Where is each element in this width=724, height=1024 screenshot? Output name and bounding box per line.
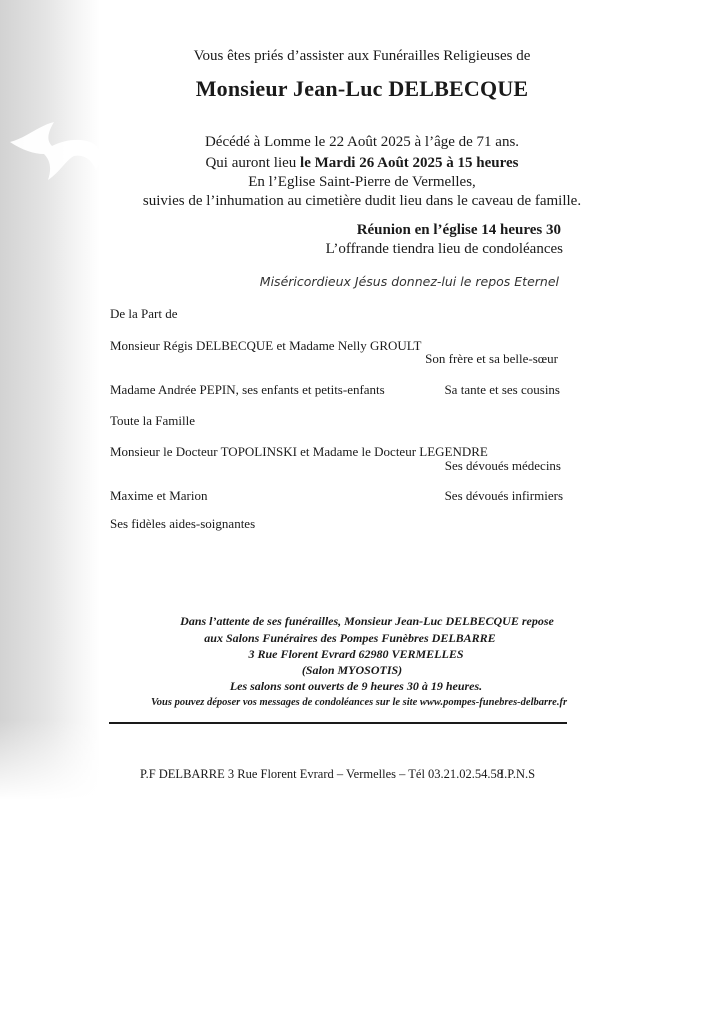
ceremony-prefix: Qui auront lieu: [205, 155, 301, 171]
family-intro: De la Part de: [110, 306, 178, 321]
family-name: Toute la Famille: [110, 413, 196, 428]
deceased-name: Monsieur Jean-Luc DELBECQUE: [195, 76, 529, 101]
notice-line-3: 3 Rue Florent Evrard 62980 VERMELLES: [248, 647, 464, 661]
ceremony-line: [0, 155, 724, 172]
website-line: Vous pouvez déposer vos messages de condoléances sur le site www.pompes-funebres-delbarre.fr: [150, 697, 568, 708]
ceremony-date: le Mardi 26 Août 2025 à 15 heures: [300, 155, 519, 171]
family-relation: Son frère et sa belle-sœur: [425, 351, 558, 366]
family-relation: Sa tante et ses cousins: [444, 382, 560, 397]
family-name: Madame Andrée PEPIN, ses enfants et petits-enfants: [110, 382, 385, 397]
divider-line: [109, 722, 567, 724]
church-line: En l’Eglise Saint-Pierre de Vermelles,: [248, 174, 476, 190]
notice-line-4: (Salon MYOSOTIS): [301, 663, 403, 677]
prayer-line: Miséricordieux Jésus donnez-lui le repos Eternel: [259, 274, 559, 289]
death-info: Décédé à Lomme le 22 Août 2025 à l’âge de 71 ans.: [204, 134, 520, 150]
family-relation: Ses dévoués médecins: [444, 458, 561, 473]
offering-line: L’offrande tiendra lieu de condoléances: [325, 241, 563, 257]
company-address: P.F DELBARRE 3 Rue Florent Evrard – Vermelles – Tél 03.21.02.54.58: [140, 767, 504, 781]
notice-line-1: Dans l’attente de ses funérailles, Monsieur Jean-Luc DELBECQUE repose: [180, 614, 554, 628]
family-name: Maxime et Marion: [110, 488, 208, 503]
meeting-line: Réunion en l’église 14 heures 30: [356, 222, 561, 238]
family-name: Ses fidèles aides-soignantes: [110, 516, 256, 531]
notice-line-5: Les salons sont ouverts de 9 heures 30 à 19 heures.: [229, 679, 483, 693]
family-name: Monsieur Régis DELBECQUE et Madame Nelly GROULT: [110, 338, 422, 353]
intro-line: Vous êtes priés d’assister aux Funérailles Religieuses de: [193, 48, 531, 64]
printer-mark: I.P.N.S: [500, 767, 536, 781]
notice-line-2: aux Salons Funéraires des Pompes Funèbres DELBARRE: [204, 631, 496, 645]
family-relation: Ses dévoués infirmiers: [444, 488, 563, 503]
burial-line: suivies de l’inhumation au cimetière dudit lieu dans le caveau de famille.: [142, 193, 582, 209]
family-name: Monsieur le Docteur TOPOLINSKI et Madame le Docteur LEGENDRE: [110, 444, 488, 459]
